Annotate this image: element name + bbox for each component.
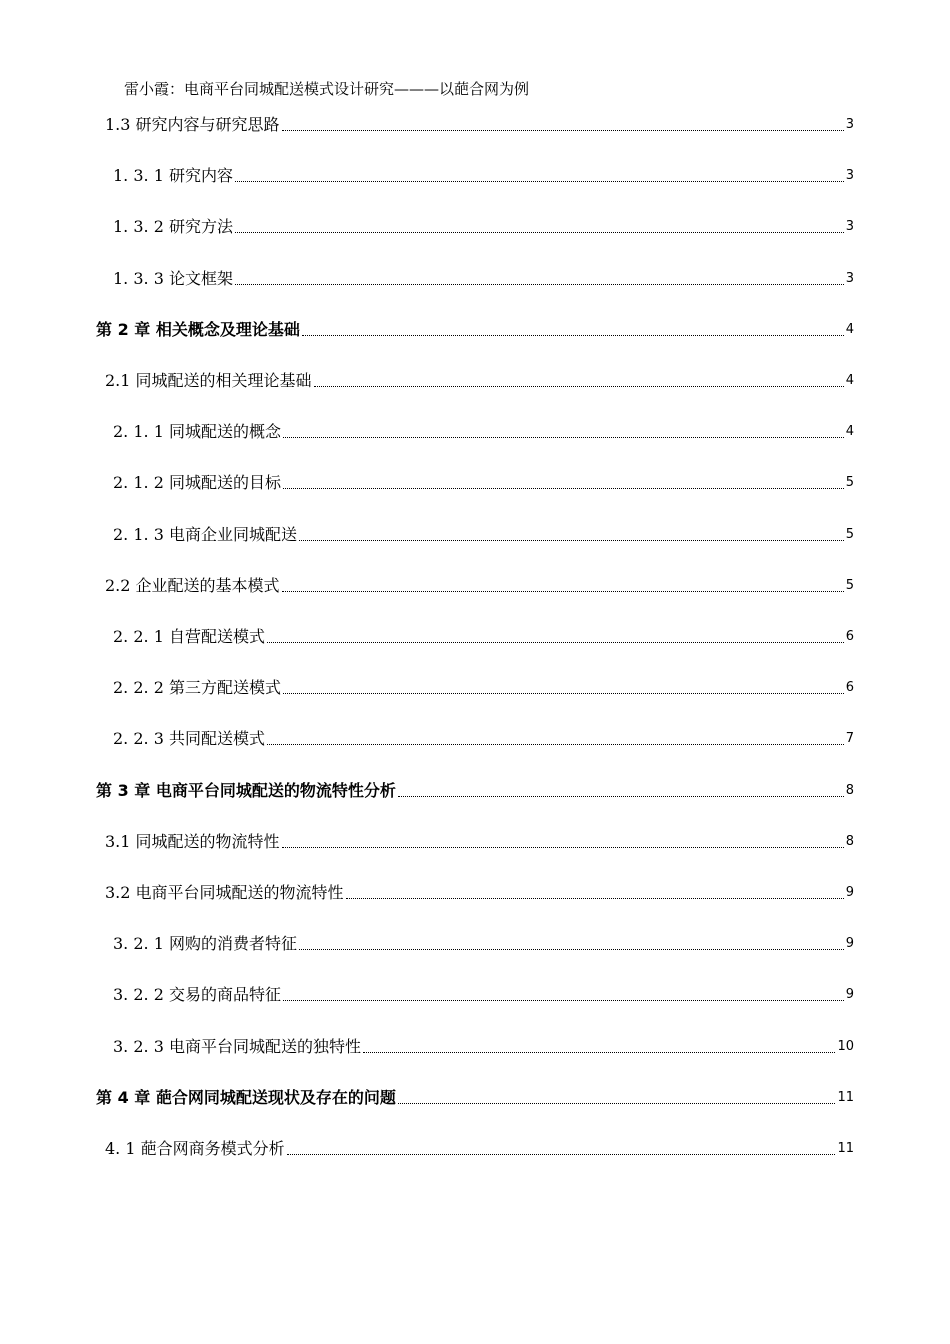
toc-entry-title: 2. 2. 2 第三方配送模式 [113,678,281,697]
toc-entry-page-number: 6 [845,680,854,695]
toc-dot-leader [283,692,844,694]
toc-entry-page-number: 8 [845,783,854,798]
toc-dot-leader [287,1153,836,1155]
toc-entry[interactable] [113,266,854,292]
toc-entry[interactable] [113,1034,854,1060]
toc-dot-leader [267,743,844,745]
toc-dot-leader [267,641,844,643]
toc-entry[interactable] [113,726,854,752]
toc-entry-title: 2.1 同城配送的相关理论基础 [105,371,312,390]
toc-entry-title: 1. 3. 2 研究方法 [113,217,233,236]
toc-entry-page-number: 7 [845,731,854,746]
toc-entry-page-number: 3 [845,117,854,132]
toc-entry-page-number: 5 [845,578,854,593]
toc-dot-leader [283,999,844,1001]
toc-dot-leader [302,334,844,336]
toc-entry[interactable] [105,368,854,394]
toc-entry-title: 3. 2. 1 网购的消费者特征 [113,934,297,953]
toc-entry-page-number: 11 [837,1090,854,1105]
toc-entry[interactable] [105,112,854,138]
toc-entry[interactable] [105,880,854,906]
toc-entry[interactable] [113,982,854,1008]
toc-entry-page-number: 4 [845,322,854,337]
toc-entry-title: 第 2 章 相关概念及理论基础 [96,320,300,339]
toc-entry-title: 1. 3. 3 论文框架 [113,269,233,288]
toc-entry-title: 3. 2. 3 电商平台同城配送的独特性 [113,1037,361,1056]
toc-entry[interactable] [105,573,854,599]
toc-entry[interactable] [96,1085,854,1111]
toc-dot-leader [235,231,844,233]
toc-entry[interactable] [113,931,854,957]
toc-entry-title: 4. 1 葩合网商务模式分析 [105,1139,285,1158]
toc-dot-leader [299,539,844,541]
toc-entry-page-number: 3 [845,219,854,234]
toc-dot-leader [346,897,844,899]
toc-entry-page-number: 3 [845,168,854,183]
toc-dot-leader [398,795,844,797]
toc-dot-leader [398,1102,836,1104]
toc-entry-title: 2. 2. 3 共同配送模式 [113,729,265,748]
toc-entry[interactable] [113,163,854,189]
toc-dot-leader [299,948,844,950]
toc-entry-title: 3.2 电商平台同城配送的物流特性 [105,883,344,902]
toc-entry-title: 3.1 同城配送的物流特性 [105,832,280,851]
toc-entry-title: 第 4 章 葩合网同城配送现状及存在的问题 [96,1088,396,1107]
toc-entry[interactable] [96,317,854,343]
toc-dot-leader [235,283,844,285]
toc-dot-leader [283,436,844,438]
toc-entry-page-number: 5 [845,527,854,542]
toc-dot-leader [282,846,844,848]
toc-entry-title: 2. 1. 2 同城配送的目标 [113,473,281,492]
toc-dot-leader [235,180,844,182]
toc-entry-title: 1.3 研究内容与研究思路 [105,115,280,134]
toc-dot-leader [282,129,844,131]
toc-entry-title: 2. 1. 3 电商企业同城配送 [113,525,297,544]
running-header: 雷小霞：电商平台同城配送模式设计研究———以葩合网为例 [124,80,530,98]
toc-entry[interactable] [113,470,854,496]
toc-entry-page-number: 9 [845,885,854,900]
toc-dot-leader [283,487,844,489]
toc-entry-title: 第 3 章 电商平台同城配送的物流特性分析 [96,781,396,800]
toc-entry[interactable] [113,214,854,240]
toc-entry-page-number: 8 [845,834,854,849]
toc-entry-page-number: 9 [845,987,854,1002]
toc-entry-page-number: 3 [845,271,854,286]
toc-entry-page-number: 9 [845,936,854,951]
toc-entry[interactable] [113,675,854,701]
toc-dot-leader [363,1051,835,1053]
toc-dot-leader [282,590,844,592]
toc-entry[interactable] [105,829,854,855]
toc-entry-title: 2. 1. 1 同城配送的概念 [113,422,281,441]
toc-entry-title: 2.2 企业配送的基本模式 [105,576,280,595]
toc-entry-page-number: 4 [845,373,854,388]
toc-entry[interactable] [105,1136,854,1162]
toc-entry-page-number: 6 [845,629,854,644]
toc-entry-page-number: 10 [837,1039,854,1054]
toc-entry[interactable] [113,624,854,650]
toc-entry[interactable] [96,778,854,804]
toc-entry[interactable] [113,522,854,548]
toc-entry-page-number: 11 [837,1141,854,1156]
toc-dot-leader [314,385,844,387]
toc-entry-title: 3. 2. 2 交易的商品特征 [113,985,281,1004]
toc-entry-page-number: 5 [845,475,854,490]
toc-entry-title: 1. 3. 1 研究内容 [113,166,233,185]
toc-entry-title: 2. 2. 1 自营配送模式 [113,627,265,646]
toc-entry[interactable] [113,419,854,445]
toc-entry-page-number: 4 [845,424,854,439]
